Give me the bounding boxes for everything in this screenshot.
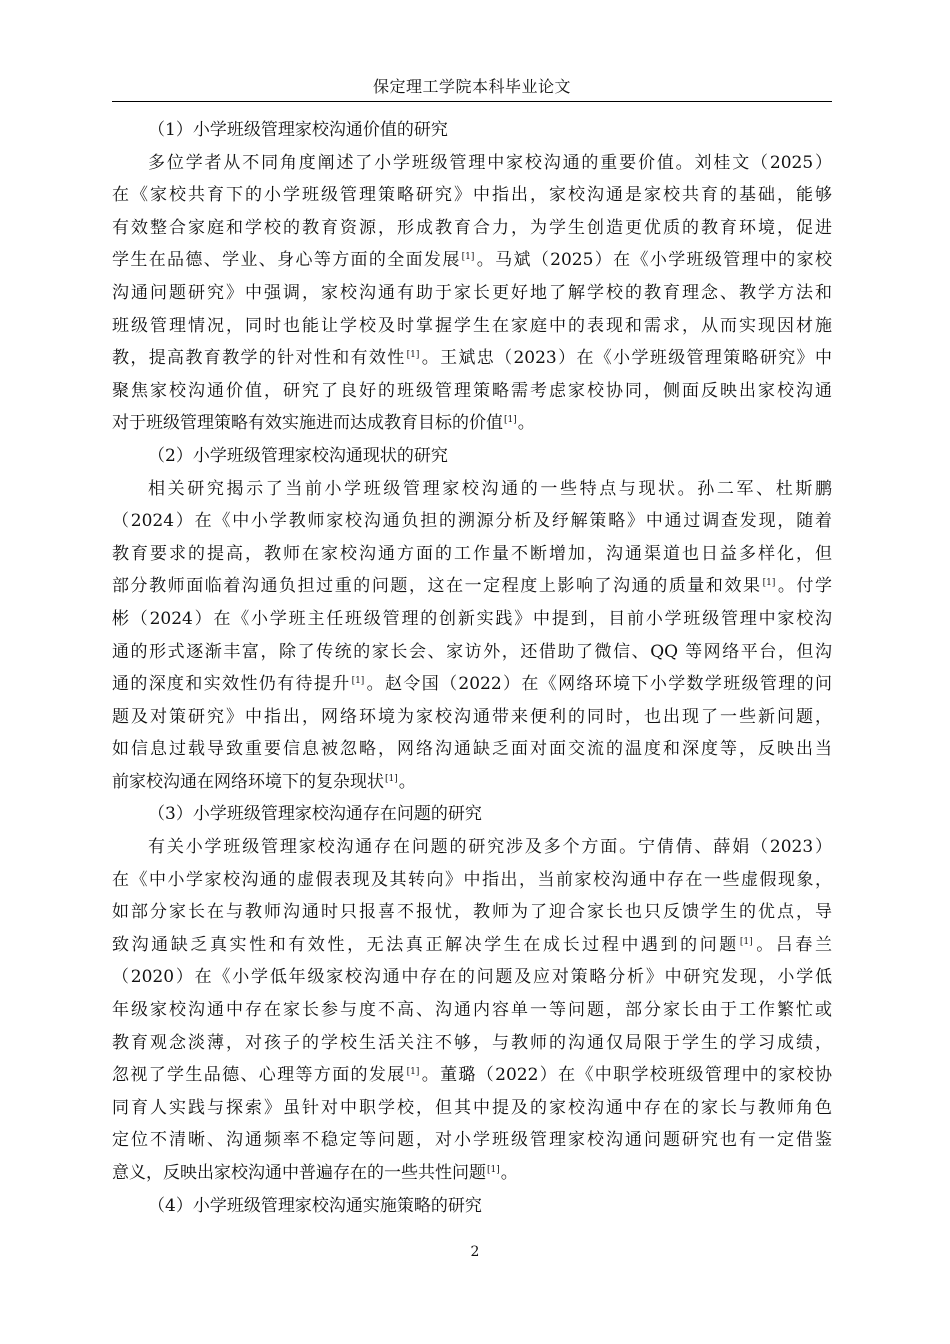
section-heading [112, 798, 832, 831]
section-heading [112, 114, 832, 147]
text-run: 。马斌（2025）在《小学班级管理中的家校 [475, 250, 833, 271]
text-run: 。董璐（2022）在《中职学校班级管理中的家校协 [420, 1065, 833, 1086]
paragraph-line [112, 636, 832, 669]
paragraph-line [112, 538, 832, 571]
text-run: 沟通问题研究》中强调，家校沟通有助于家长更好地了解学校的教育理念、教学方法和 [112, 282, 832, 303]
text-run: 致沟通缺乏真实性和有效性，无法真正解决学生在成长过程中遇到的问题 [112, 934, 739, 955]
running-header: 保定理工学院本科毕业论文 [372, 77, 571, 96]
paragraph-line [112, 766, 832, 799]
paragraph-line [112, 147, 832, 180]
paragraph-line [112, 570, 832, 603]
paragraph-line [112, 244, 832, 277]
section-heading [112, 440, 832, 473]
text-run: （1）小学班级管理家校沟通价值的研究 [148, 120, 448, 140]
text-run: 。王斌忠（2023）在《小学班级管理策略研究》中 [420, 348, 833, 369]
text-run: （2024）在《中小学教师家校沟通负担的溯源分析及纾解策略》中通过调查发现，随着 [112, 511, 832, 532]
paragraph-line [112, 701, 832, 734]
text-run: （3）小学班级管理家校沟通存在问题的研究 [148, 804, 482, 825]
text-run: （2020）在《小学低年级家校沟通中存在的问题及应对策略分析》中研究发现，小学低 [112, 967, 832, 988]
text-run: 在《中小学家校沟通的虚假表现及其转向》中指出，当前家校沟通中存在一些虚假现象， [112, 869, 832, 890]
text-run: （2）小学班级管理家校沟通现状的研究 [148, 445, 448, 466]
text-run: 有关小学班级管理家校沟通存在问题的研究涉及多个方面。宁倩倩、薛娟（2023） [148, 837, 832, 858]
text-run: 多位学者从不同角度阐述了小学班级管理中家校沟通的重要价值。刘桂文（2025） [148, 152, 832, 173]
citation-ref: [1] [406, 350, 420, 361]
paragraph-line [112, 603, 832, 636]
citation-ref: [1] [762, 578, 776, 589]
paragraph-line [112, 310, 832, 343]
paragraph-line [112, 864, 832, 897]
text-run: 如部分家长在与教师沟通时只报喜不报忧，教师为了迎合家长也只反馈学生的优点，导 [112, 902, 832, 923]
paragraph-line [112, 1027, 832, 1060]
text-run: 。 [398, 771, 416, 792]
section-heading [112, 1190, 832, 1223]
text-run: 通的形式逐渐丰富，除了传统的家长会、家访外，还借助了微信、QQ 等网络平台，但沟 [112, 641, 832, 662]
citation-ref: [1] [351, 676, 365, 687]
paragraph-line [112, 179, 832, 212]
page-number: 2 [470, 1244, 480, 1260]
text-run: 相关研究揭示了当前小学班级管理家校沟通的一些特点与现状。孙二军、杜斯鹏 [148, 478, 832, 499]
paragraph-line [112, 668, 832, 701]
text-run: 对于班级管理策略有效实施进而达成教育目标的价值 [112, 413, 503, 434]
paragraph-line [112, 212, 832, 245]
text-run: （4）小学班级管理家校沟通实施策略的研究 [148, 1195, 482, 1216]
paragraph-line [112, 1124, 832, 1157]
text-run: 有效整合家庭和学校的教育资源，形成教育合力，为学生创造更优质的教育环境，促进 [112, 217, 832, 238]
citation-ref: [1] [504, 415, 517, 426]
document-body [112, 114, 832, 1222]
citation-ref: [1] [739, 936, 753, 947]
paragraph-line [112, 407, 832, 440]
citation-ref: [1] [385, 773, 398, 784]
citation-ref: [1] [461, 252, 475, 263]
text-run: 。吕春兰 [753, 934, 833, 955]
paragraph-line [112, 733, 832, 766]
text-run: 教育要求的提高，教师在家校沟通方面的工作量不断增加，沟通渠道也日益多样化，但 [112, 543, 832, 564]
text-run: 同育人实践与探索》虽针对中职学校，但其中提及的家校沟通中存在的家长与教师角色 [112, 1097, 832, 1118]
paragraph-line [112, 473, 832, 506]
paragraph-line [112, 929, 832, 962]
paragraph-line [112, 1059, 832, 1092]
citation-ref: [1] [487, 1165, 500, 1175]
paragraph-line [112, 961, 832, 994]
paragraph-line [112, 831, 832, 864]
text-run: 忽视了学生品德、心理等方面的发展 [112, 1065, 406, 1086]
text-run: 通的深度和实效性仍有待提升 [112, 674, 351, 695]
text-run: 教育观念淡薄，对孩子的学校生活关注不够，与教师的沟通仅局限于学生的学习成绩， [112, 1032, 832, 1053]
text-run: 定位不清晰、沟通频率不稳定等问题，对小学班级管理家校沟通问题研究也有一定借鉴 [112, 1130, 832, 1151]
citation-ref: [1] [406, 1067, 420, 1078]
paragraph-line [112, 1157, 832, 1190]
paragraph-line [112, 896, 832, 929]
text-run: 班级管理情况，同时也能让学校及时掌握学生在家庭中的表现和需求，从而实现因材施 [112, 315, 832, 336]
text-run: 彬（2024）在《小学班主任班级管理的创新实践》中提到，目前小学班级管理中家校沟 [112, 608, 832, 629]
text-run: 。 [517, 413, 535, 434]
text-run: 如信息过载导致重要信息被忽略，网络沟通缺乏面对面交流的温度和深度等，反映出当 [112, 739, 832, 760]
paragraph-line [112, 994, 832, 1027]
text-run: 部分教师面临着沟通负担过重的问题，这在一定程度上影响了沟通的质量和效果 [112, 576, 762, 597]
header-rule [112, 101, 832, 102]
text-run: 。付学 [776, 576, 833, 597]
text-run: 年级家校沟通中存在家长参与度不高、沟通内容单一等问题，部分家长由于工作繁忙或 [112, 1000, 832, 1021]
text-run: 教，提高教育教学的针对性和有效性 [112, 348, 406, 369]
text-run: 聚焦家校沟通价值，研究了良好的班级管理策略需考虑家校协同，侧面反映出家校沟通 [112, 380, 832, 401]
text-run: 。 [500, 1163, 518, 1183]
paragraph-line [112, 1092, 832, 1125]
text-run: 学生在品德、学业、身心等方面的全面发展 [112, 250, 461, 271]
text-run: 前家校沟通在网络环境下的复杂现状 [112, 771, 384, 792]
text-run: 题及对策研究》中指出，网络环境为家校沟通带来便利的同时，也出现了一些新问题， [112, 706, 832, 727]
text-run: 。赵令国（2022）在《网络环境下小学数学班级管理的问 [365, 674, 832, 695]
paragraph-line [112, 375, 832, 408]
text-run: 在《家校共育下的小学班级管理策略研究》中指出，家校沟通是家校共育的基础，能够 [112, 185, 832, 206]
paragraph-line [112, 277, 832, 310]
text-run: 意义，反映出家校沟通中普遍存在的一些共性问题 [112, 1163, 486, 1183]
paragraph-line [112, 342, 832, 375]
paragraph-line [112, 505, 832, 538]
